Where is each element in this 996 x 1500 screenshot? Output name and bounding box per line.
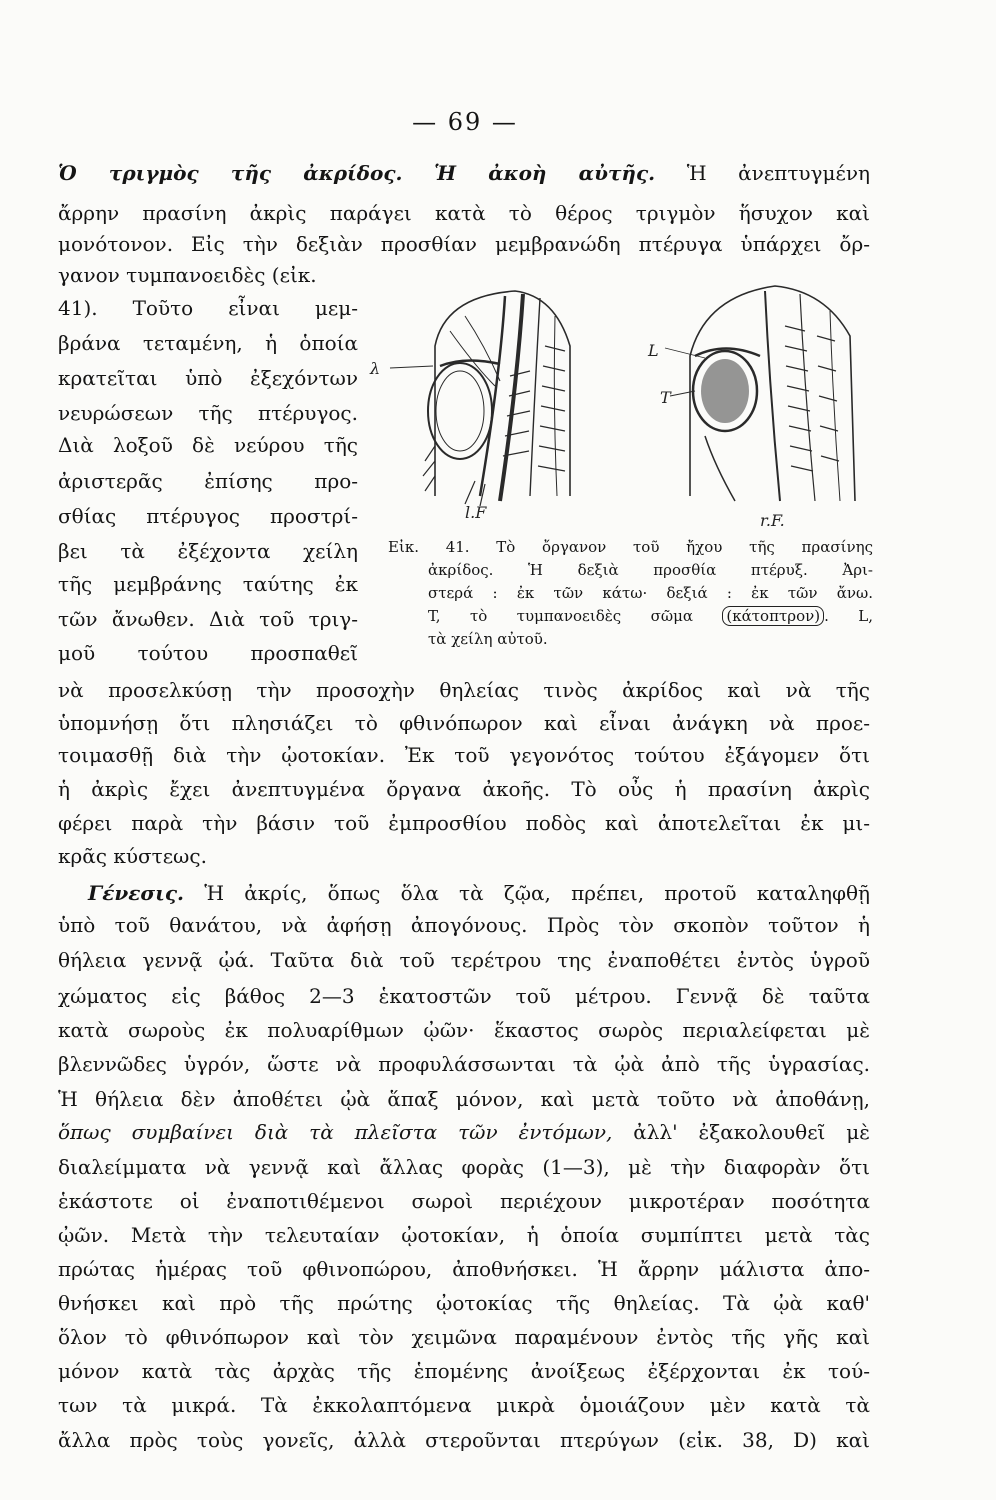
wing-tympanum-figure xyxy=(370,286,870,530)
caption-line: τὰ χείλη αὐτοῦ. xyxy=(428,630,548,648)
figure-label: T xyxy=(660,388,671,407)
paragraph-line: κρατεῖται ὑπὸ ἐξεχόντων xyxy=(58,366,358,390)
caption-line xyxy=(388,605,873,628)
section-heading: Ἡ ἀκοὴ αὐτῆς. xyxy=(434,161,656,185)
italic-phrase: ὅπως συμβαίνει διὰ τὰ πλεῖστα τῶν ἐντόμων, xyxy=(58,1120,613,1144)
highlighted-term: (κάτοπτρον) xyxy=(722,606,824,626)
text-span: Ἡ ἀκρίς, ὅπως ὅλα τὰ ζῷα, πρέπει, προτοῦ καταληφθῇ xyxy=(204,881,870,905)
paragraph-line: νὰ προσελκύσῃ τὴν προσοχὴν θηλείας τινὸς ἀκρίδος καὶ νὰ τῆς xyxy=(58,678,870,702)
paragraph-line xyxy=(58,880,870,906)
paragraph-line: νευρώσεων τῆς πτέρυγος. xyxy=(58,401,358,425)
figure-label: λ xyxy=(370,359,381,378)
figure-caption xyxy=(388,536,873,651)
paragraph-line: τοιμασθῇ διὰ τὴν ᾠοτοκίαν. Ἐκ τοῦ γεγονότος τούτου ἐξάγομεν ὅτι xyxy=(58,743,870,767)
paragraph-line: σθίας πτέρυγος προστρί- xyxy=(58,504,358,528)
figure-label: r.F. xyxy=(760,511,785,530)
text-span: Ἡ ἀνεπτυγμένη xyxy=(686,161,871,185)
paragraph-line xyxy=(58,1119,870,1145)
paragraph-line: Διὰ λοξοῦ δὲ νεύρου τῆς xyxy=(58,433,358,457)
paragraph-line: βλεννῶδες ὑγρόν, ὥστε νὰ προφυλάσσωνται τὰ ᾠὰ ἀπὸ τῆς ὑγρασίας. xyxy=(58,1052,870,1076)
paragraph-line: ἄλλα πρὸς τοὺς γονεῖς, ἀλλὰ στεροῦνται πτερύγων (εἰκ. 38, D) καὶ xyxy=(58,1428,870,1452)
paragraph-line: διαλείμματα νὰ γεννᾷ καὶ ἄλλας φορὰς (1—3), μὲ τὴν διαφορὰν ὅτι xyxy=(58,1155,870,1179)
text-span: ἀλλ' ἐξακολουθεῖ μὲ xyxy=(633,1120,871,1144)
caption-line: ἀκρίδος. Ἡ δεξιὰ προσθία πτέρυξ. Ἀρι- xyxy=(428,561,873,579)
page-number: — 69 — xyxy=(412,108,518,136)
caption-text: T, τὸ τυμπανοειδὲς σῶμα xyxy=(428,607,693,625)
paragraph-line: βράνα τεταμένη, ἡ ὁποία xyxy=(58,331,358,355)
paragraph-line: Ἡ θήλεια δὲν ἀποθέτει ᾠὰ ἅπαξ μόνον, καὶ μετὰ τοῦτο νὰ ἀποθάνῃ, xyxy=(58,1087,870,1111)
paragraph-line: ἄρρην πρασίνη ἀκρὶς παράγει κατὰ τὸ θέρος τριγμὸν ἥσυχον καὶ xyxy=(58,201,870,225)
figure-label: L xyxy=(648,341,659,360)
paragraph-line: ἡ ἀκρὶς ἔχει ἀνεπτυγμένα ὄργανα ἀκοῆς. Τὸ οὖς ἡ πρασίνη ἀκρὶς xyxy=(58,777,870,801)
paragraph-line: βει τὰ ἐξέχοντα χείλη xyxy=(58,539,358,563)
paragraph-line: θνήσκει καὶ πρὸ τῆς πρώτης ᾠοτοκίας τῆς θηλείας. Τὰ ᾠὰ καθ' xyxy=(58,1291,870,1315)
section-heading: Ὁ τριγμὸς τῆς ἀκρίδος. xyxy=(58,161,403,185)
paragraph-line: κατὰ σωροὺς ἐκ πολυαρίθμων ᾠῶν· ἕκαστος σωρὸς περιαλείφεται μὲ xyxy=(58,1018,870,1042)
caption-line: στερά : ἐκ τῶν κάτω· δεξιά : ἐκ τῶν ἄνω. xyxy=(428,584,873,602)
paragraph-line: κρᾶς κύστεως. xyxy=(58,844,207,868)
paragraph-line: πρώτας ἡμέρας τοῦ φθινοπώρου, ἀποθνήσκει. Ἡ ἄρρην μάλιστα ἀπο- xyxy=(58,1257,870,1281)
caption-text: . L, xyxy=(824,607,873,625)
paragraph-line: γανον τυμπανοειδὲς (εἰκ. xyxy=(58,263,317,287)
paragraph-line: ὅλον τὸ φθινόπωρον καὶ τὸν χειμῶνα παραμένουν ἐντὸς τῆς γῆς καὶ xyxy=(58,1325,870,1349)
paragraph-line: μονότονον. Εἰς τὴν δεξιὰν προσθίαν μεμβρανώδη πτέρυγα ὑπάρχει ὄρ- xyxy=(58,232,870,256)
paragraph-line: μοῦ τούτου προσπαθεῖ xyxy=(58,641,358,665)
wing-illustration xyxy=(370,286,870,530)
paragraph-line: φέρει παρὰ τὴν βάσιν τοῦ ἐμπροσθίου ποδὸς καὶ ἀποτελεῖται ἐκ μι- xyxy=(58,811,870,835)
paragraph-line: τῶν ἄνωθεν. Διὰ τοῦ τριγ- xyxy=(58,607,358,631)
paragraph-line: θήλεια γεννᾷ ᾠά. Ταῦτα διὰ τοῦ τερέτρου της ἐναποθέτει ἐντὸς ὑγροῦ xyxy=(58,948,870,972)
figure-label: l.F xyxy=(465,503,487,522)
paragraph-line xyxy=(58,160,870,186)
paragraph-line: ὑπὸ τοῦ θανάτου, νὰ ἀφήσῃ ἀπογόνους. Πρὸς τὸν σκοπὸν τοῦτον ἡ xyxy=(58,913,870,937)
paragraph-line: ἀριστερᾶς ἐπίσης προ- xyxy=(58,469,358,493)
paragraph-line: μόνον κατὰ τὰς ἀρχὰς τῆς ἑπομένης ἀνοίξεως ἐξέρχονται ἐκ τού- xyxy=(58,1359,870,1383)
paragraph-line: ἑκάστοτε οἱ ἐναποτιθέμενοι σωροὶ περιέχουν μικροτέραν ποσότητα xyxy=(58,1189,870,1213)
paragraph-line: των τὰ μικρά. Τὰ ἐκκολαπτόμενα μικρὰ ὁμοιάζουν μὲν κατὰ τὰ xyxy=(58,1393,870,1417)
caption-line: Εἰκ. 41. Τὸ ὄργανον τοῦ ἤχου τῆς πρασίνης xyxy=(388,538,873,556)
paragraph-line: ὑπομνήσῃ ὅτι πλησιάζει τὸ φθινόπωρον καὶ εἶναι ἀνάγκη νὰ προε- xyxy=(58,711,870,735)
paragraph-line: ᾠῶν. Μετὰ τὴν τελευταίαν ᾠοτοκίαν, ἡ ὁποία συμπίπτει μετὰ τὰς xyxy=(58,1223,870,1247)
paragraph-line: τῆς μεμβράνης ταύτης ἐκ xyxy=(58,572,358,596)
paragraph-line: 41). Τοῦτο εἶναι μεμ- xyxy=(58,296,358,320)
section-heading: Γένεσις. xyxy=(88,881,184,905)
paragraph-line: χώματος εἰς βάθος 2—3 ἑκατοστῶν τοῦ μέτρου. Γεννᾷ δὲ ταῦτα xyxy=(58,984,870,1008)
